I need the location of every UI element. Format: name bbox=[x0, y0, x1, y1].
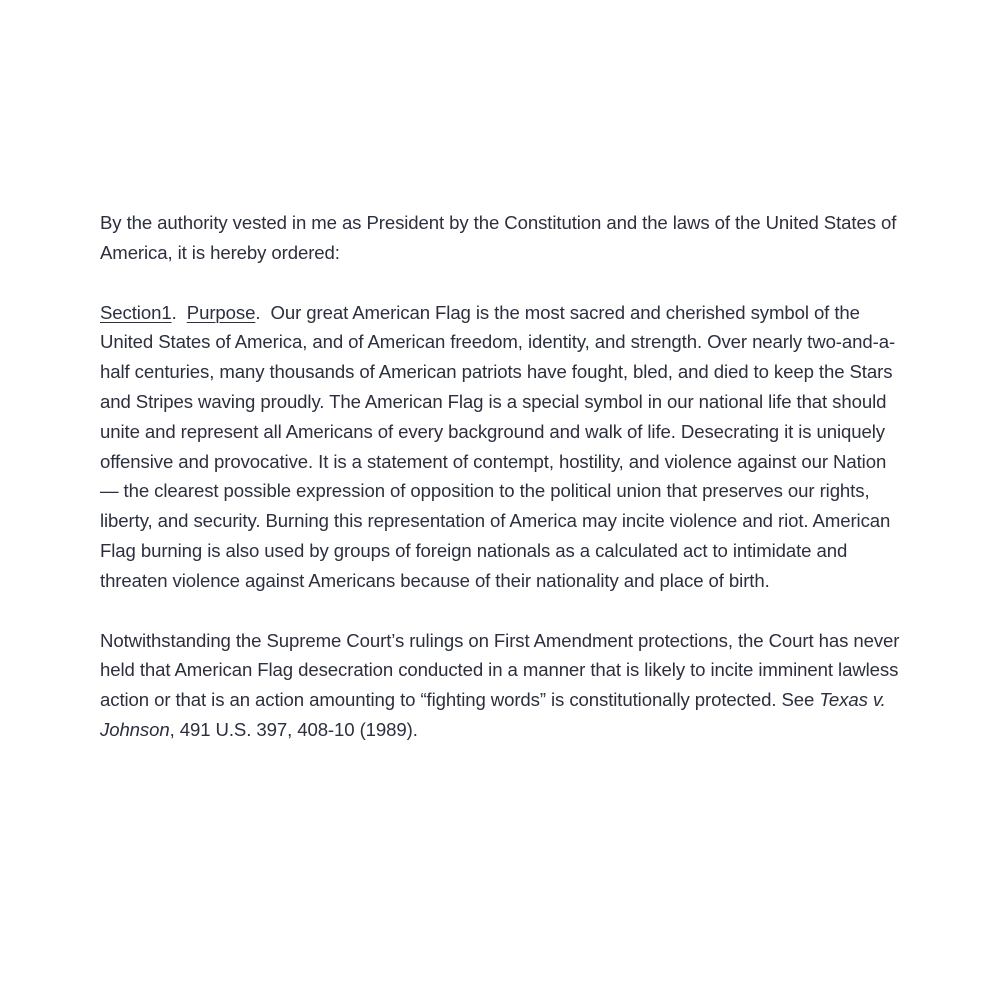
supreme-court-paragraph bbox=[100, 626, 904, 745]
section-heading: Purpose bbox=[186, 301, 256, 323]
section-number: 1 bbox=[161, 301, 172, 323]
preamble-text: By the authority vested in me as President by the Constitution and the laws of the United States of America, it is hereby ordered: bbox=[100, 212, 897, 263]
case-citation: , 491 U.S. 397, 408-10 (1989). bbox=[169, 718, 418, 740]
section-label: Section bbox=[100, 301, 162, 323]
supreme-court-text: Notwithstanding the Supreme Court’s rulings on First Amendment protections, the Court has never held that American Flag desecration conducted in a manner that is likely to incite imminent lawless action or that is an action amounting to “fighting words” is constitutionally protected. See bbox=[100, 629, 900, 711]
section-1-paragraph bbox=[100, 298, 904, 596]
section-1-body: Our great American Flag is the most sacred and cherished symbol of the United States of America, and of American freedom, identity, and strength. Over nearly two-and-a-half centuries, many thousands of American patriots have fought, bled, and died to keep the Stars and Stripes waving proudly. The American Flag is a special symbol in our national life that should unite and represent all Americans of every background and walk of life. Desecrating it is uniquely offensive and provocative. It is a statement of contempt, hostility, and violence against our Nation — the clearest possible expression of opposition to the political union that preserves our rights, liberty, and security. Burning this representation of America may incite violence and riot. American Flag burning is also used by groups of foreign nationals as a calculated act to intimidate and threaten violence against Americans because of their nationality and place of birth. bbox=[100, 301, 896, 591]
heading-separator: . bbox=[255, 301, 271, 323]
case-name: Texas v. Johnson bbox=[100, 689, 886, 740]
preamble-paragraph bbox=[100, 208, 904, 268]
section-separator: . bbox=[171, 301, 187, 323]
